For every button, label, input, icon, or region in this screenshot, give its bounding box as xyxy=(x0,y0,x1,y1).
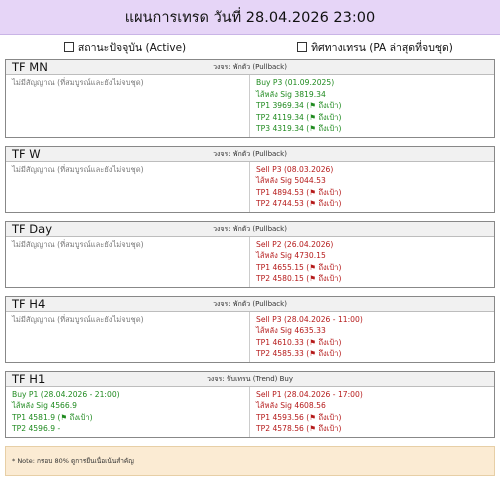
timeframe-name: TF MN xyxy=(12,60,48,74)
signal-line: TP1 4581.9 (⚑ ถึงเป้า) xyxy=(12,412,93,422)
note-text: * Note: กรอบ 80% ดูการยืนเนื่อเน้นสำคัญ xyxy=(12,456,134,465)
trend-direction-cell xyxy=(250,312,494,362)
active-status-cell xyxy=(6,162,250,212)
column-active-label: สถานะปัจจุบัน (Active) xyxy=(77,41,187,54)
signal-line: ไส้หลัง Sig 4635.33 xyxy=(256,326,326,335)
no-signal-text: ไม่มีสัญญาณ (ที่สมบูรณ์และยังไม่จบชุด) xyxy=(12,239,144,249)
signal-line: ไส้หลัง Sig 4608.56 xyxy=(256,401,326,410)
timeframe-mode: วงจร: พักตัว (Pullback) xyxy=(213,299,287,308)
timeframe-name: TF W xyxy=(12,146,41,161)
column-headers xyxy=(0,35,500,59)
active-status-cell xyxy=(6,237,250,287)
timeframe-title-bar xyxy=(6,147,494,162)
signal-line: ไส้หลัง Sig 4730.15 xyxy=(256,251,326,260)
active-status-cell xyxy=(6,75,250,137)
timeframe-mode: วงจร: พักตัว (Pullback) xyxy=(213,63,287,71)
trend-direction-cell xyxy=(250,237,494,287)
signal-line: Buy P1 (28.04.2026 - 21:00) xyxy=(12,389,120,399)
signal-line: TP2 4119.34 (⚑ ถึงเป้า) xyxy=(256,112,342,122)
signal-line: TP1 4610.33 (⚑ ถึงเป้า) xyxy=(256,337,342,347)
timeframe-mode: วงจร: รับเทรน (Trend) Buy xyxy=(207,374,293,383)
trend-direction-cell xyxy=(250,162,494,212)
timeframe-body xyxy=(6,387,494,437)
signal-line: TP1 4655.15 (⚑ ถึงเป้า) xyxy=(256,262,342,272)
signal-line: ไส้หลัง Sig 4566.9 xyxy=(12,401,77,410)
signal-line: TP2 4580.15 (⚑ ถึงเป้า) xyxy=(256,274,342,283)
active-status-cell xyxy=(6,387,250,437)
no-signal-text: ไม่มีสัญญาณ (ที่สมบูรณ์และยังไม่จบชุด) xyxy=(12,78,144,87)
timeframe-body xyxy=(6,162,494,212)
signal-line: ไส้หลัง Sig 5044.53 xyxy=(256,176,326,185)
timeframe-title-bar xyxy=(6,372,494,387)
signal-line: Buy P3 (01.09.2025) xyxy=(256,78,335,87)
timeframe-name: TF H4 xyxy=(12,296,46,311)
no-signal-text: ไม่มีสัญญาณ (ที่สมบูรณ์และยังไม่จบชุด) xyxy=(12,314,144,324)
column-active[interactable] xyxy=(0,39,250,56)
signal-line: TP1 4894.53 (⚑ ถึงเป้า) xyxy=(256,187,342,197)
page-title: แผนการเทรด วันที่ 28.04.2026 23:00 xyxy=(124,9,376,26)
page-header xyxy=(0,0,500,35)
signal-line: Sell P3 (08.03.2026) xyxy=(256,164,334,174)
timeframe-section xyxy=(5,296,495,363)
signal-line: Sell P2 (26.04.2026) xyxy=(256,239,334,249)
timeframe-section xyxy=(5,221,495,288)
trend-direction-cell xyxy=(250,75,494,137)
active-status-cell xyxy=(6,312,250,362)
signal-line: TP1 4593.56 (⚑ ถึงเป้า) xyxy=(256,412,342,422)
signal-line: Sell P1 (28.04.2026 - 17:00) xyxy=(256,389,363,399)
signal-line: TP2 4596.9 - xyxy=(12,424,61,433)
timeframe-title-bar xyxy=(6,60,494,75)
timeframe-title-bar xyxy=(6,222,494,237)
timeframe-name: TF H1 xyxy=(12,371,46,386)
trend-direction-cell xyxy=(250,387,494,437)
column-trend[interactable] xyxy=(250,39,500,56)
timeframe-title-bar xyxy=(6,297,494,312)
timeframe-body xyxy=(6,237,494,287)
timeframe-sections xyxy=(0,59,500,438)
column-trend-label: ทิศทางเทรน (PA ล่าสุดที่จบชุด) xyxy=(311,41,453,54)
checkbox-icon[interactable] xyxy=(297,42,307,52)
timeframe-section xyxy=(5,371,495,438)
no-signal-text: ไม่มีสัญญาณ (ที่สมบูรณ์และยังไม่จบชุด) xyxy=(12,164,144,174)
note-box xyxy=(5,446,495,476)
timeframe-mode: วงจร: พักตัว (Pullback) xyxy=(213,149,287,158)
timeframe-name: TF Day xyxy=(12,221,53,236)
signal-line: TP3 4319.34 (⚑ ถึงเป้า) xyxy=(256,124,342,133)
signal-line: TP2 4578.56 (⚑ ถึงเป้า) xyxy=(256,424,342,433)
signal-line: TP2 4585.33 (⚑ ถึงเป้า) xyxy=(256,349,342,358)
timeframe-body xyxy=(6,75,494,137)
signal-line: TP2 4744.53 (⚑ ถึงเป้า) xyxy=(256,199,342,208)
checkbox-icon[interactable] xyxy=(64,42,74,52)
timeframe-section xyxy=(5,146,495,213)
timeframe-section xyxy=(5,59,495,138)
timeframe-mode: วงจร: พักตัว (Pullback) xyxy=(213,224,287,233)
signal-line: TP1 3969.34 (⚑ ถึงเป้า) xyxy=(256,101,342,110)
timeframe-body xyxy=(6,312,494,362)
signal-line: Sell P3 (28.04.2026 - 11:00) xyxy=(256,314,363,324)
signal-line: ไส้หลัง Sig 3819.34 xyxy=(256,89,326,99)
